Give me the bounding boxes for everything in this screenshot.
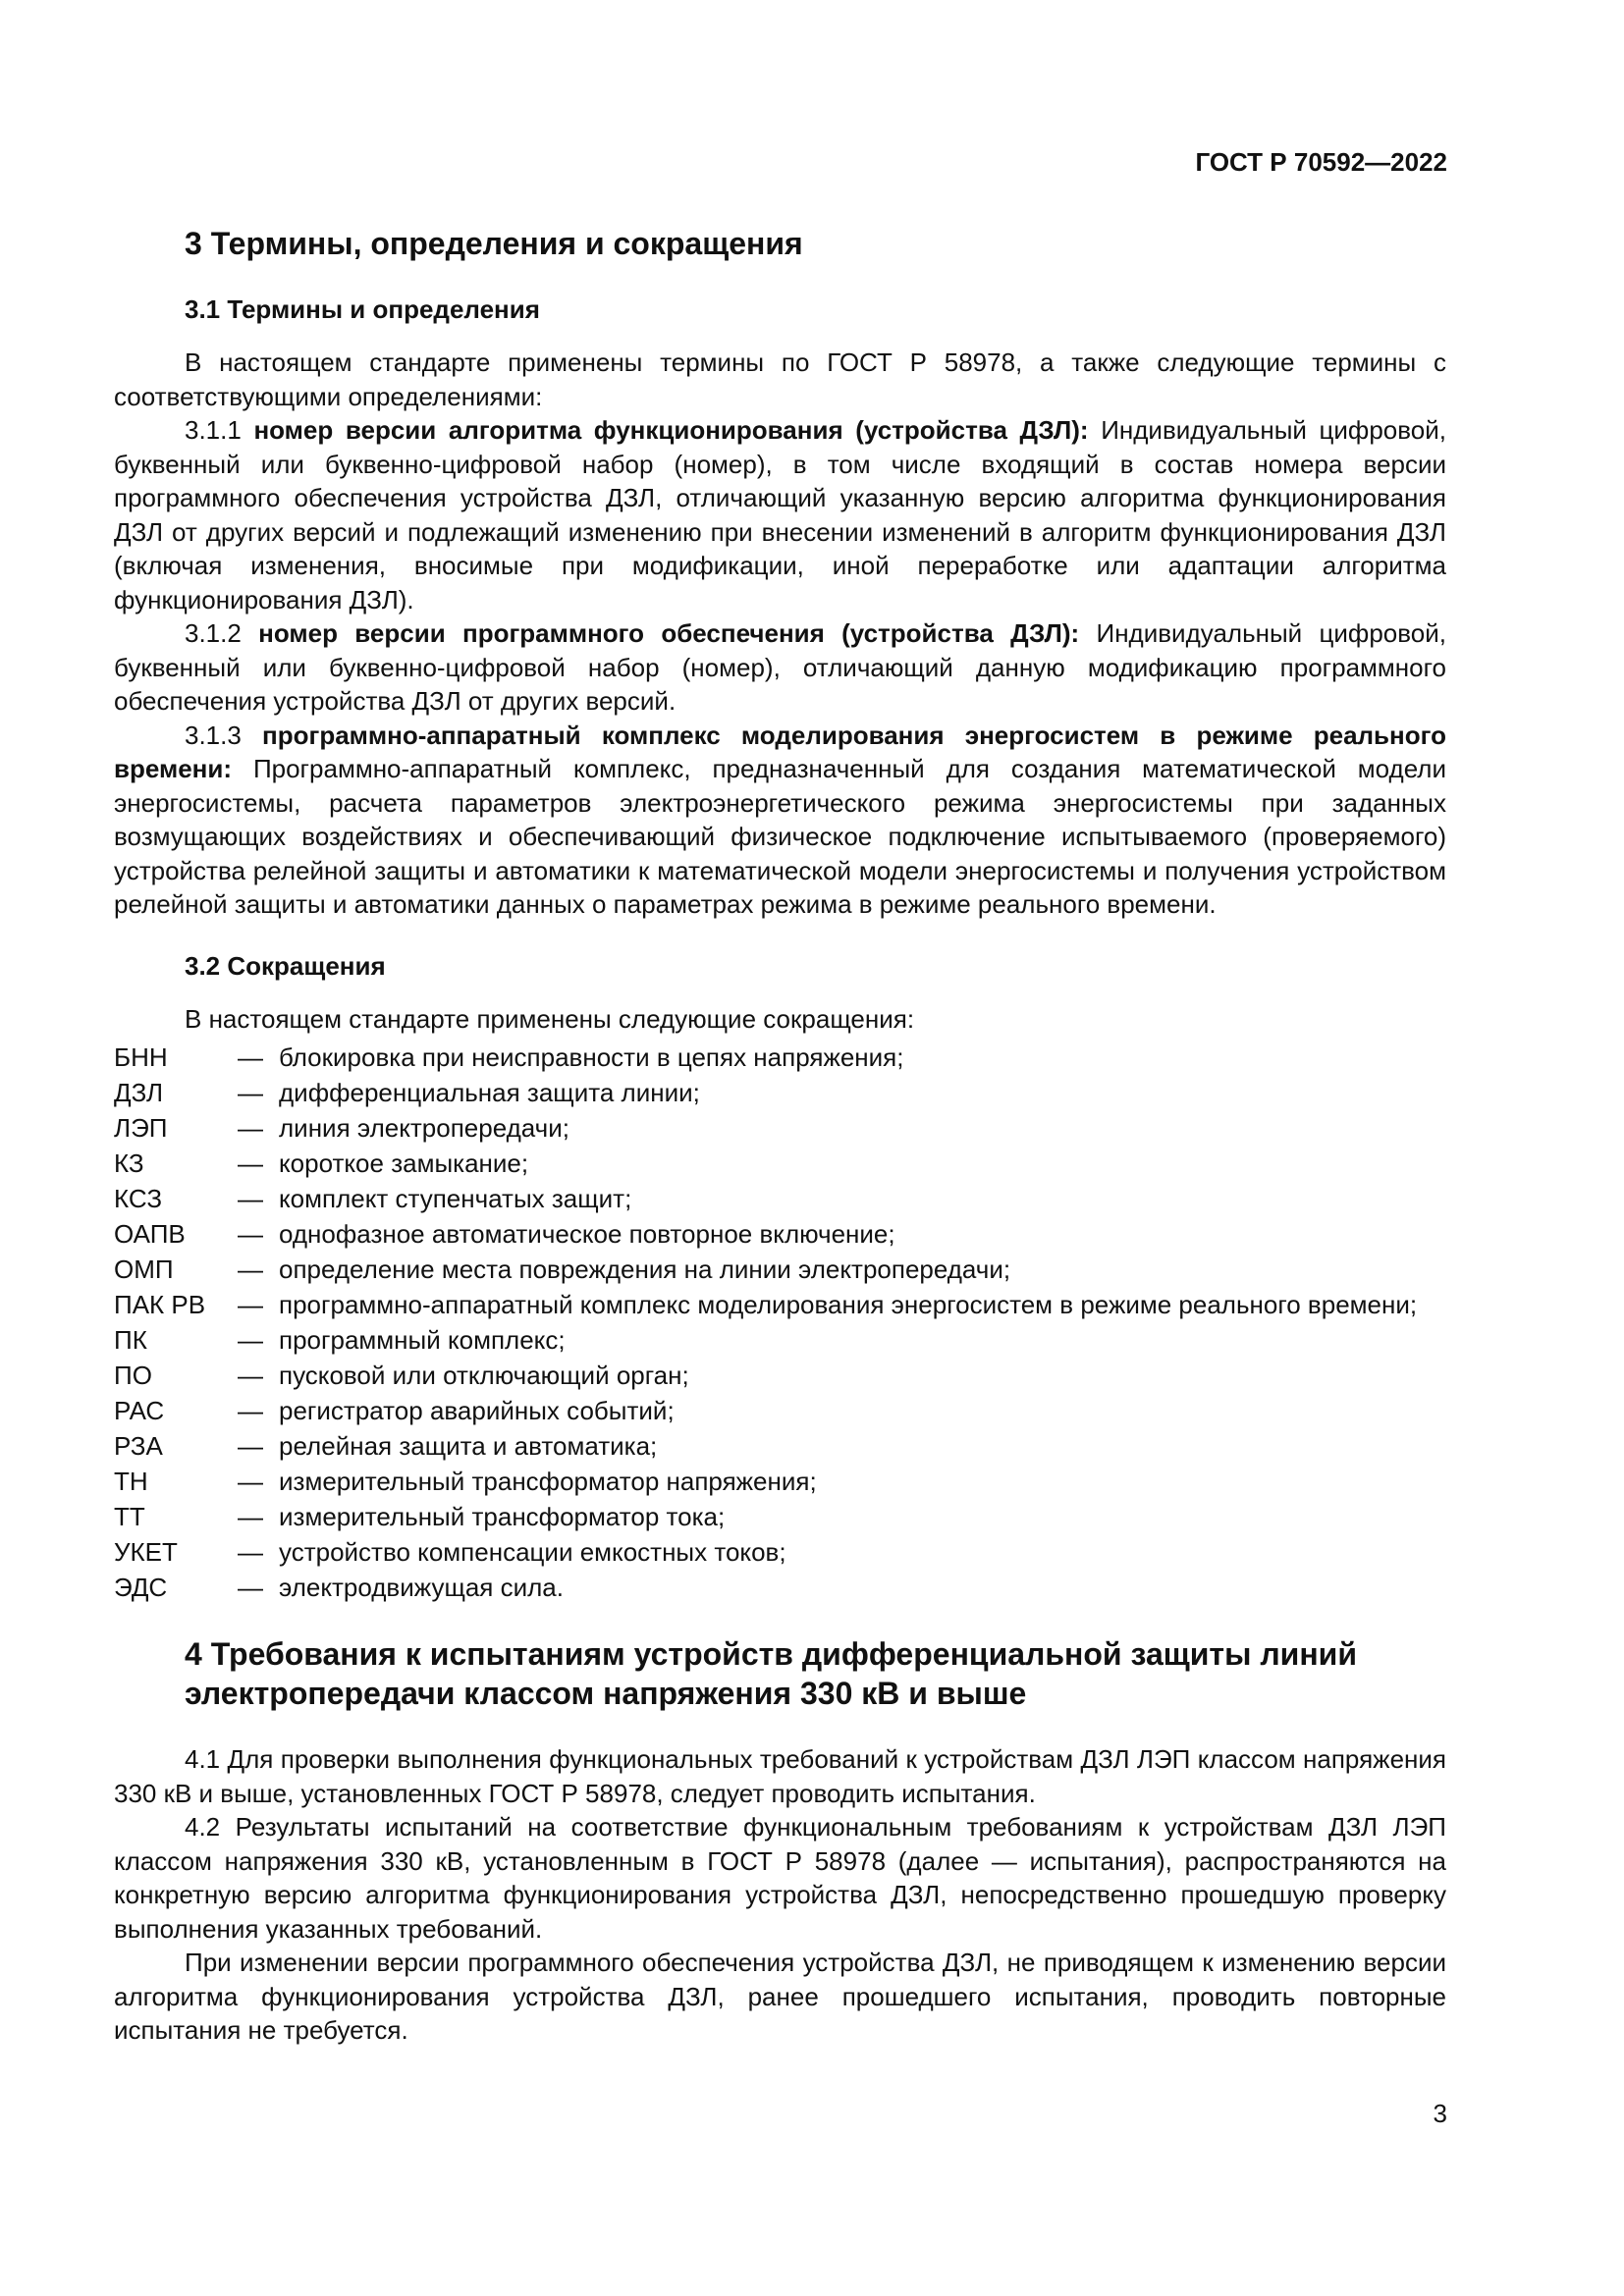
abbreviation-row xyxy=(114,1322,1446,1358)
abbreviation-definition: комплект ступенчатых защит; xyxy=(279,1184,632,1213)
abbreviation-row xyxy=(114,1146,1446,1181)
abbreviation-row xyxy=(114,1499,1446,1534)
abbreviation-list xyxy=(114,1040,1446,1605)
term-number: 3.1.2 xyxy=(185,618,242,648)
abbreviation-definition: измерительный трансформатор тока; xyxy=(279,1502,726,1531)
abbreviation-row xyxy=(114,1428,1446,1464)
abbreviation-term: БНН xyxy=(114,1042,168,1072)
abbreviation-definition: определение места повреждения на линии электропередачи; xyxy=(279,1255,1011,1284)
abbreviation-row xyxy=(114,1252,1446,1287)
abbreviation-definition: программный комплекс; xyxy=(279,1325,566,1355)
abbreviation-term: КСЗ xyxy=(114,1184,163,1213)
abbreviation-row xyxy=(114,1393,1446,1428)
abbreviation-definition: линия электропередачи; xyxy=(279,1113,569,1143)
abbreviation-definition: электродвижущая сила. xyxy=(279,1573,564,1602)
abbreviation-term: УКЕТ xyxy=(114,1537,178,1567)
abbreviation-definition: устройство компенсации емкостных токов; xyxy=(279,1537,786,1567)
section-3-1-title: 3.1 Термины и определения xyxy=(185,294,540,324)
section-3-2-intro: В настоящем стандарте применены следующие сокращения: xyxy=(185,1003,915,1034)
abbreviation-row xyxy=(114,1040,1446,1075)
abbreviation-definition: программно-аппаратный комплекс моделирования энергосистем в режиме реального времени; xyxy=(279,1290,1418,1319)
paragraph-4-2: 4.2 Результаты испытаний на соответствие функциональным требованиям к устройствам ДЗЛ ЛЭП классом напряжения 330 кВ, установленным в ГОСТ Р 58978 (далее — испытания), распространяются на конкретную версию алгоритма функционирования устройства ДЗЛ, непосредственно прошедшую проверку выполнения указанных требований. xyxy=(114,1812,1446,1944)
page-content xyxy=(114,224,1446,2048)
term-number: 3.1.3 xyxy=(185,720,242,750)
abbreviation-dash: — xyxy=(238,1502,263,1531)
abbreviation-term: ТН xyxy=(114,1467,148,1496)
abbreviation-dash: — xyxy=(238,1431,263,1461)
term-3-1-3 xyxy=(114,719,1446,922)
abbreviation-term: ЭДС xyxy=(114,1573,168,1602)
abbreviation-term: ПО xyxy=(114,1361,152,1390)
abbreviation-dash: — xyxy=(238,1219,263,1249)
abbreviation-term: ПАК РВ xyxy=(114,1290,206,1319)
abbreviation-definition: блокировка при неисправности в цепях напряжения; xyxy=(279,1042,904,1072)
abbreviation-definition: однофазное автоматическое повторное включение; xyxy=(279,1219,895,1249)
abbreviation-term: ОМП xyxy=(114,1255,174,1284)
abbreviation-term: ЛЭП xyxy=(114,1113,168,1143)
abbreviation-term: РЗА xyxy=(114,1431,163,1461)
abbreviation-term: РАС xyxy=(114,1396,165,1425)
abbreviation-dash: — xyxy=(238,1290,263,1319)
abbreviation-definition: регистратор аварийных событий; xyxy=(279,1396,675,1425)
paragraph-4-2-note: При изменении версии программного обеспечения устройства ДЗЛ, не приводящем к изменению версии алгоритма функционирования устройства ДЗЛ, ранее прошедшего испытания, проводить повторные испытания не требуется. xyxy=(114,1948,1446,2045)
abbreviation-definition: дифференциальная защита линии; xyxy=(279,1078,700,1107)
abbreviation-row xyxy=(114,1075,1446,1110)
abbreviation-dash: — xyxy=(238,1467,263,1496)
abbreviation-dash: — xyxy=(238,1113,263,1143)
abbreviation-dash: — xyxy=(238,1042,263,1072)
term-definition: Программно-аппаратный комплекс, предназначенный для создания математической модели энергосистемы, расчета параметров электроэнергетического режима энергосистемы при заданных возмущающих воздействиях и обеспечивающий физическое подключение испытываемого (проверяемого) устройства релейной защиты и автоматики к математической модели энергосистемы и получения устройством релейной защиты и автоматики данных о параметрах режима в режиме реального времени. xyxy=(114,754,1446,919)
abbreviation-dash: — xyxy=(238,1361,263,1390)
abbreviation-row xyxy=(114,1216,1446,1252)
abbreviation-definition: короткое замыкание; xyxy=(279,1148,529,1178)
term-3-1-1 xyxy=(114,413,1446,616)
term-number: 3.1.1 xyxy=(185,415,242,445)
abbreviation-row xyxy=(114,1358,1446,1393)
abbreviation-dash: — xyxy=(238,1396,263,1425)
abbreviation-dash: — xyxy=(238,1573,263,1602)
abbreviation-row xyxy=(114,1534,1446,1570)
abbreviation-row xyxy=(114,1570,1446,1605)
abbreviation-dash: — xyxy=(238,1184,263,1213)
abbreviation-term: ПК xyxy=(114,1325,147,1355)
section-3-1-intro: В настоящем стандарте применены термины по ГОСТ Р 58978, а также следующие термины с соответствующими определениями: xyxy=(114,347,1446,411)
abbreviation-row xyxy=(114,1464,1446,1499)
abbreviation-row xyxy=(114,1110,1446,1146)
abbreviation-definition: релейная защита и автоматика; xyxy=(279,1431,658,1461)
abbreviation-dash: — xyxy=(238,1078,263,1107)
paragraph-4-1: 4.1 Для проверки выполнения функциональных требований к устройствам ДЗЛ ЛЭП классом напряжения 330 кВ и выше, установленных ГОСТ Р 58978, следует проводить испытания. xyxy=(114,1744,1446,1808)
page-number: 3 xyxy=(1433,2099,1447,2128)
term-definition: Индивидуальный цифровой, буквенный или буквенно-цифровой набор (номер), отличающий данную модификацию программного обеспечения устройства ДЗЛ от других версий. xyxy=(114,618,1446,716)
abbreviation-row xyxy=(114,1181,1446,1216)
term-name: номер версии алгоритма функционирования (устройства ДЗЛ): xyxy=(253,415,1089,445)
abbreviation-definition: пусковой или отключающий орган; xyxy=(279,1361,689,1390)
section-3-title: 3 Термины, определения и сокращения xyxy=(185,226,803,261)
abbreviation-dash: — xyxy=(238,1537,263,1567)
abbreviation-term: ДЗЛ xyxy=(114,1078,164,1107)
abbreviation-dash: — xyxy=(238,1255,263,1284)
abbreviation-dash: — xyxy=(238,1148,263,1178)
abbreviation-dash: — xyxy=(238,1325,263,1355)
term-3-1-2 xyxy=(114,616,1446,719)
section-4-title: 4 Требования к испытаниям устройств дифференциальной защиты линий электропередачи классом напряжения 330 кВ и выше xyxy=(185,1636,1357,1711)
term-definition: Индивидуальный цифровой, буквенный или буквенно-цифровой набор (номер), в том числе входящий в состав номера версии программного обеспечения устройства ДЗЛ, отличающий указанную версию алгоритма функционирования ДЗЛ от других версий и подлежащий изменению при внесении изменений в алгоритм функционирования ДЗЛ (включая изменения, вносимые при модификации, иной переработке или адаптации алгоритма функционирования ДЗЛ). xyxy=(114,415,1446,614)
term-name: номер версии программного обеспечения (устройства ДЗЛ): xyxy=(258,618,1080,648)
standard-id: ГОСТ Р 70592—2022 xyxy=(1195,147,1447,177)
term-name: программно-аппаратный комплекс моделирования энергосистем в режиме реального времени: xyxy=(114,720,1446,783)
abbreviation-term: КЗ xyxy=(114,1148,144,1178)
abbreviation-term: ТТ xyxy=(114,1502,145,1531)
abbreviation-row xyxy=(114,1287,1446,1322)
abbreviation-term: ОАПВ xyxy=(114,1219,186,1249)
abbreviation-definition: измерительный трансформатор напряжения; xyxy=(279,1467,817,1496)
section-3-2-title: 3.2 Сокращения xyxy=(185,950,386,981)
